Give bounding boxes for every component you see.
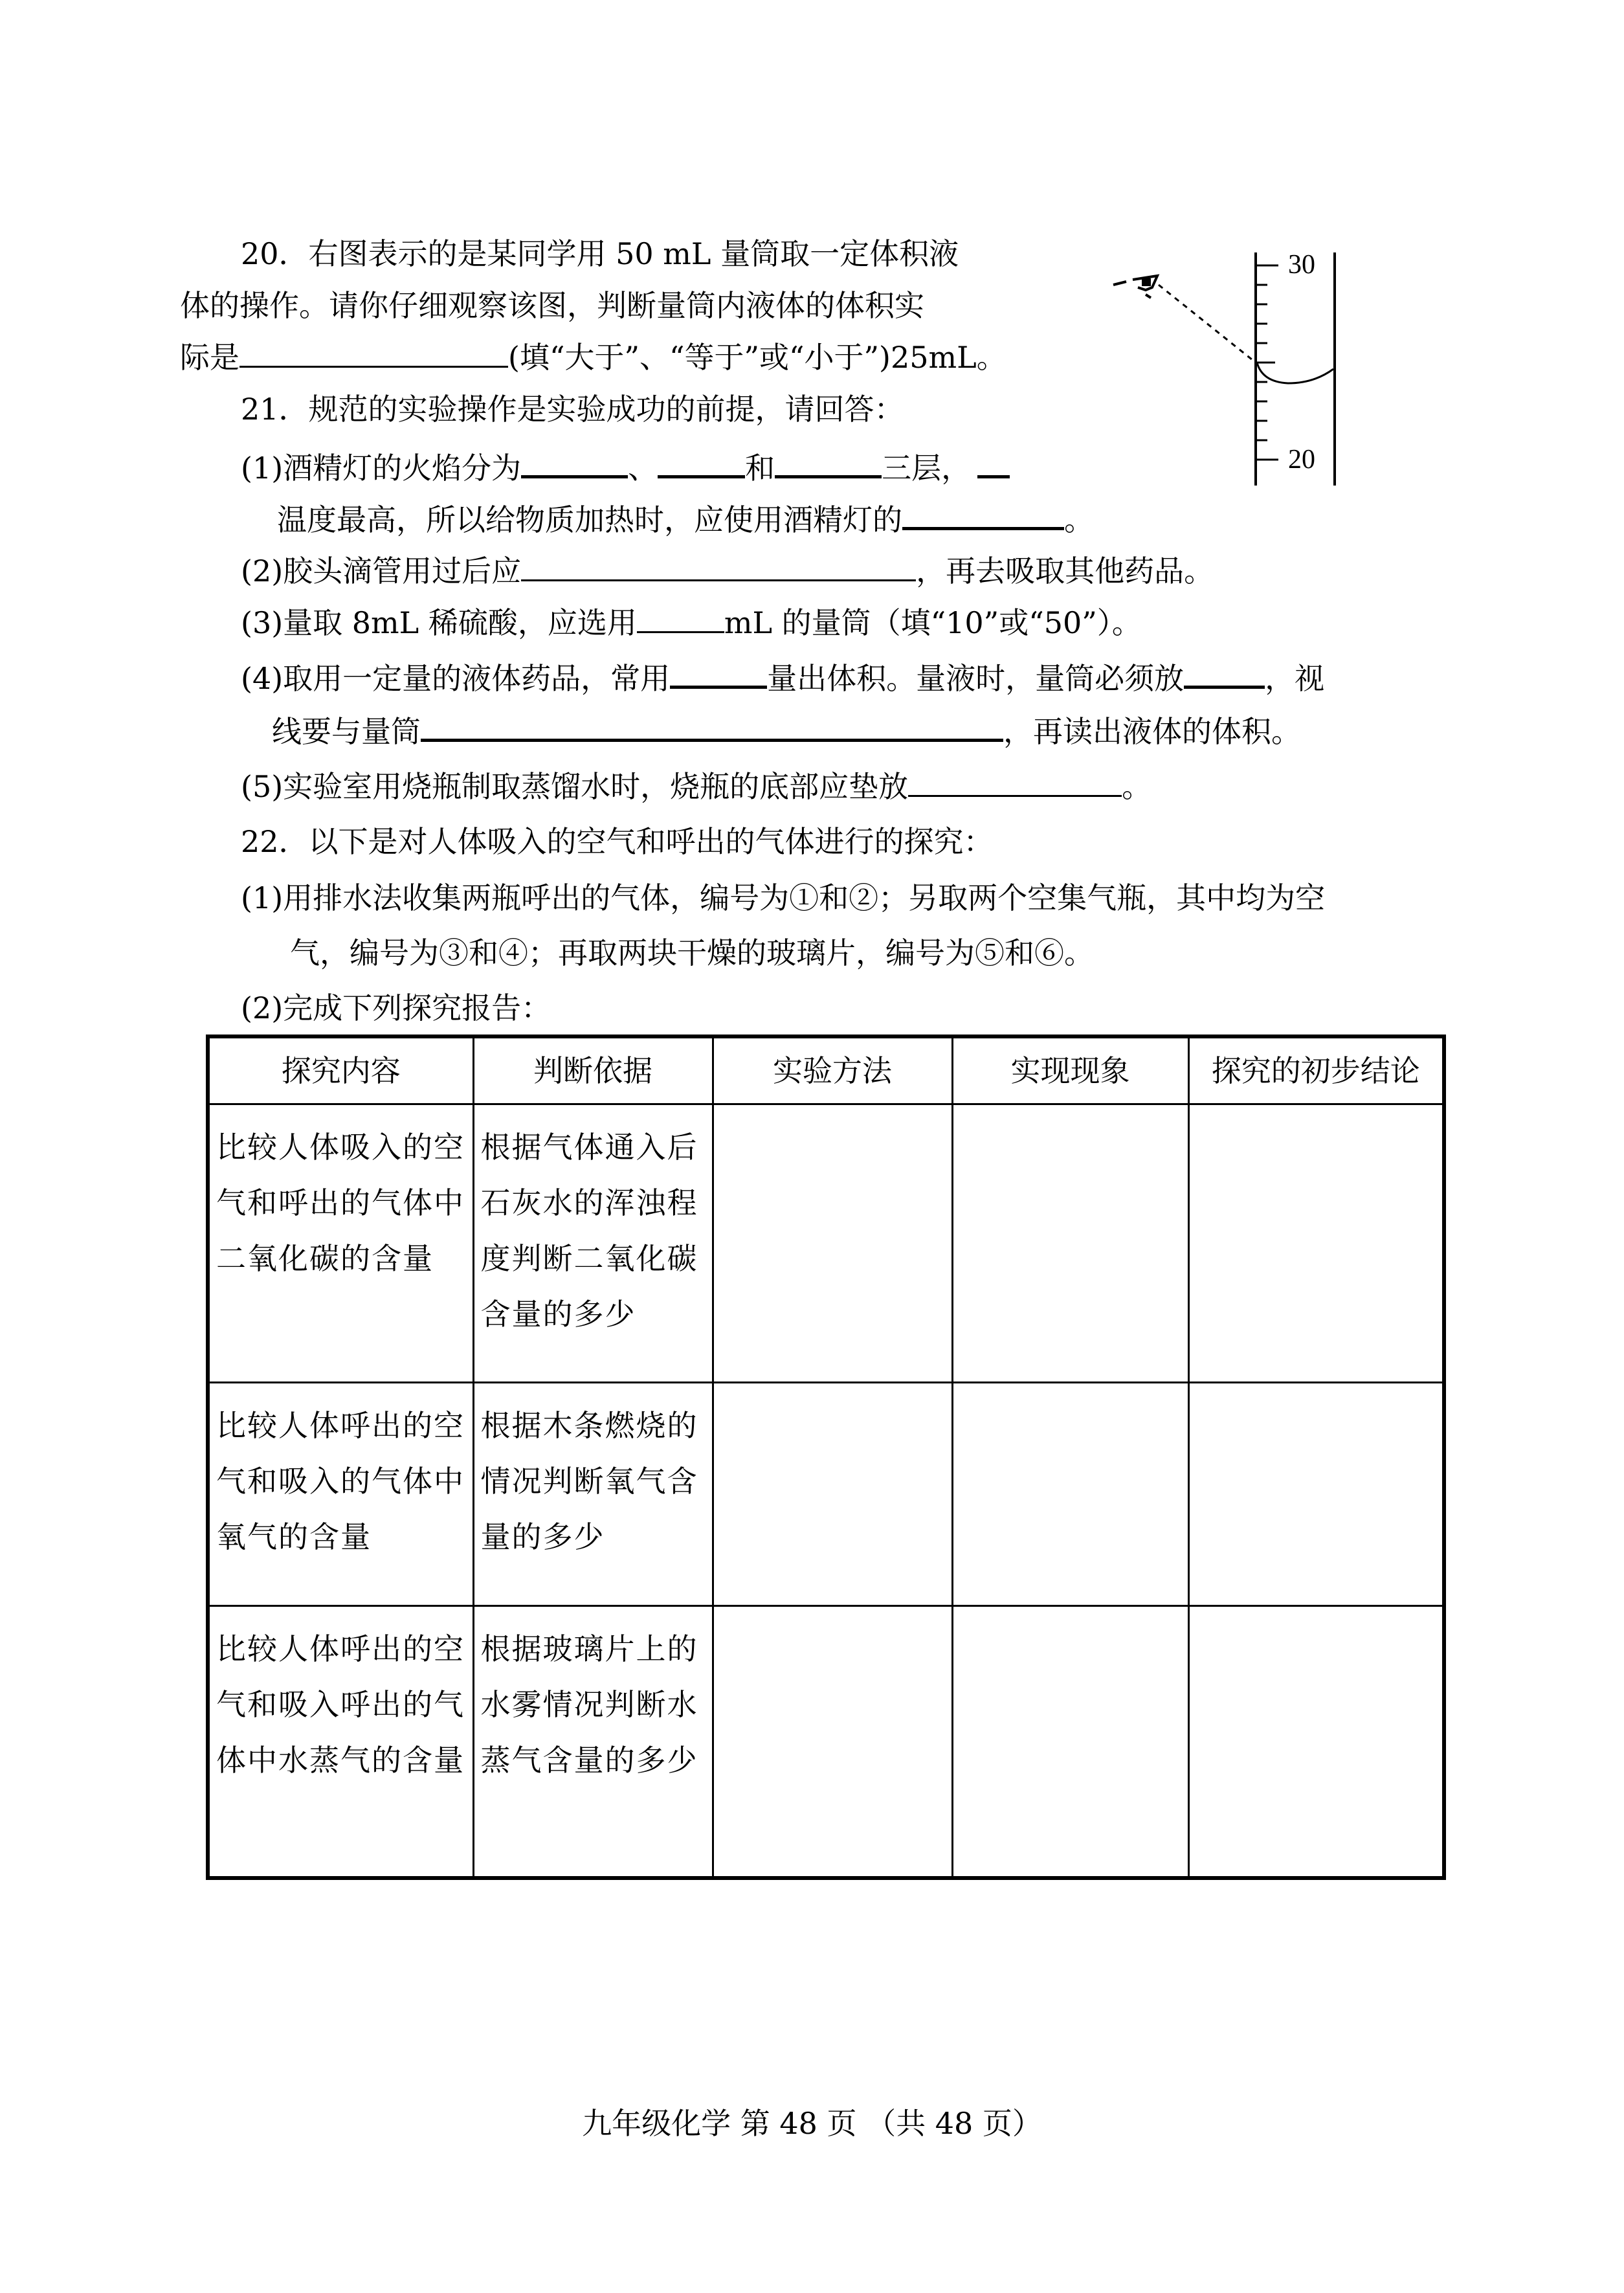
q21-p1-text-d: 三层， bbox=[882, 451, 972, 486]
q21-p1-text-c: 和 bbox=[745, 451, 775, 486]
q21-p1-blank-4[interactable] bbox=[977, 447, 1010, 478]
q21-p1-blank-1[interactable] bbox=[521, 447, 628, 478]
q21-p1-text-a: (1)酒精灯的火焰分为 bbox=[241, 451, 522, 486]
header-phenomenon: 实现现象 bbox=[952, 1036, 1188, 1104]
q21-part1-line1 bbox=[241, 447, 1010, 489]
q21-p4-blank-2[interactable] bbox=[1184, 657, 1265, 689]
q20-line3 bbox=[180, 337, 1007, 378]
cell-method-input[interactable] bbox=[713, 1606, 952, 1878]
q20-text-start: 际是 bbox=[180, 340, 239, 375]
q21-p1-blank-3[interactable] bbox=[775, 447, 882, 478]
cell-text: 根据玻璃片上的水雾情况判断水蒸气含量的多少 bbox=[480, 1631, 698, 1778]
sight-line bbox=[1159, 285, 1256, 363]
q21-part4-line1 bbox=[241, 657, 1324, 699]
cell-method-input[interactable] bbox=[713, 1104, 952, 1383]
header-basis: 判断依据 bbox=[473, 1036, 713, 1104]
cell-conclusion-input[interactable] bbox=[1188, 1104, 1444, 1383]
q21-p5-text-b: 。 bbox=[1122, 769, 1152, 804]
q20-text-end: (填“大于”、“等于”或“小于”)25mL。 bbox=[508, 340, 1007, 375]
q21-p4-text-a: (4)取用一定量的液体药品，常用 bbox=[241, 661, 671, 696]
cell-method-input[interactable] bbox=[713, 1383, 952, 1606]
cell-content bbox=[208, 1104, 473, 1383]
q21-p2-text-b: ，再去吸取其他药品。 bbox=[916, 554, 1214, 588]
cell-phenomenon-input[interactable] bbox=[952, 1383, 1188, 1606]
q21-p4-text-d: 线要与量筒 bbox=[272, 714, 421, 749]
q21-part5 bbox=[241, 766, 1151, 807]
q21-p1-text-b: 、 bbox=[628, 451, 658, 486]
cell-phenomenon-input[interactable] bbox=[952, 1606, 1188, 1878]
table-row bbox=[208, 1104, 1444, 1383]
q21-part3 bbox=[241, 602, 1142, 643]
q21-p3-text-b: mL 的量筒（填“10”或“50”）。 bbox=[724, 605, 1142, 640]
eye-icon bbox=[1113, 276, 1157, 298]
q20-line2: 体的操作。请你仔细观察该图，判断量筒内液体的体积实 bbox=[180, 288, 924, 323]
cell-content bbox=[208, 1383, 473, 1606]
header-method: 实验方法 bbox=[713, 1036, 952, 1104]
q21-p4-blank-1[interactable] bbox=[670, 657, 767, 689]
table-row bbox=[208, 1383, 1444, 1606]
q22-part2: (2)完成下列探究报告： bbox=[241, 990, 551, 1025]
liquid-meniscus bbox=[1257, 363, 1333, 383]
cell-text: 比较人体吸入的空气和呼出的气体中二氧化碳的含量 bbox=[216, 1130, 465, 1276]
table-row bbox=[208, 1606, 1444, 1878]
q21-p1-text-e: 温度最高，所以给物质加热时，应使用酒精灯的 bbox=[277, 502, 902, 537]
cell-basis bbox=[473, 1104, 713, 1383]
q22-part1-line2: 气，编号为③和④；再取两块干燥的玻璃片，编号为⑤和⑥。 bbox=[290, 935, 1094, 970]
cell-text: 比较人体呼出的空气和吸入呼出的气体中水蒸气的含量 bbox=[216, 1631, 465, 1778]
label-30: 30 bbox=[1288, 250, 1315, 280]
q21-p4-blank-3[interactable] bbox=[421, 710, 1003, 742]
q20-line1: 20．右图表示的是某同学用 50 mL 量筒取一定体积液 bbox=[241, 236, 959, 271]
q21-p1-blank-5[interactable] bbox=[902, 498, 1064, 530]
q21-p3-text-a: (3)量取 8mL 稀硫酸，应选用 bbox=[241, 605, 637, 640]
q22-part1-line1: (1)用排水法收集两瓶呼出的气体，编号为①和②；另取两个空集气瓶，其中均为空 bbox=[241, 880, 1326, 915]
cell-basis bbox=[473, 1606, 713, 1878]
cell-phenomenon-input[interactable] bbox=[952, 1104, 1188, 1383]
cell-conclusion-input[interactable] bbox=[1188, 1606, 1444, 1878]
cell-text: 根据木条燃烧的情况判断氧气含量的多少 bbox=[480, 1408, 698, 1554]
cell-text: 比较人体呼出的空气和吸入的气体中氧气的含量 bbox=[216, 1408, 465, 1554]
scale-ticks bbox=[1256, 265, 1278, 460]
q21-p2-text-a: (2)胶头滴管用过后应 bbox=[241, 554, 522, 588]
table-header-row bbox=[208, 1036, 1444, 1104]
q22-intro: 22．以下是对人体吸入的空气和呼出的气体进行的探究： bbox=[241, 824, 994, 859]
inquiry-report-table bbox=[206, 1035, 1446, 1880]
header-conclusion: 探究的初步结论 bbox=[1188, 1036, 1444, 1104]
q21-p4-text-e: ，再读出液体的体积。 bbox=[1003, 714, 1301, 749]
q21-p2-blank[interactable] bbox=[521, 551, 916, 581]
cell-content bbox=[208, 1606, 473, 1878]
q20-blank[interactable] bbox=[239, 337, 508, 368]
q21-intro: 21．规范的实验操作是实验成功的前提，请回答： bbox=[241, 392, 904, 427]
q21-part4-line2 bbox=[272, 710, 1301, 752]
cell-text: 根据气体通入后石灰水的浑浊程度判断二氧化碳含量的多少 bbox=[480, 1130, 698, 1332]
q21-p4-text-b: 量出体积。量液时，量筒必须放 bbox=[767, 661, 1185, 696]
q21-p3-blank[interactable] bbox=[637, 603, 724, 633]
q21-part2 bbox=[241, 550, 1214, 592]
page-footer: 九年级化学 第 48 页 （共 48 页） bbox=[582, 2106, 1042, 2141]
q21-p1-text-f: 。 bbox=[1064, 502, 1094, 537]
header-content: 探究内容 bbox=[208, 1036, 473, 1104]
q21-p4-text-c: ，视 bbox=[1265, 661, 1325, 696]
q21-p5-text-a: (5)实验室用烧瓶制取蒸馏水时，烧瓶的底部应垫放 bbox=[241, 769, 909, 804]
cell-conclusion-input[interactable] bbox=[1188, 1383, 1444, 1606]
q21-p1-blank-2[interactable] bbox=[658, 447, 745, 478]
q21-p5-blank[interactable] bbox=[908, 766, 1122, 797]
graduated-cylinder-figure bbox=[1100, 246, 1359, 492]
cell-basis bbox=[473, 1383, 713, 1606]
q21-part1-line2 bbox=[277, 498, 1094, 541]
label-20: 20 bbox=[1288, 445, 1315, 475]
